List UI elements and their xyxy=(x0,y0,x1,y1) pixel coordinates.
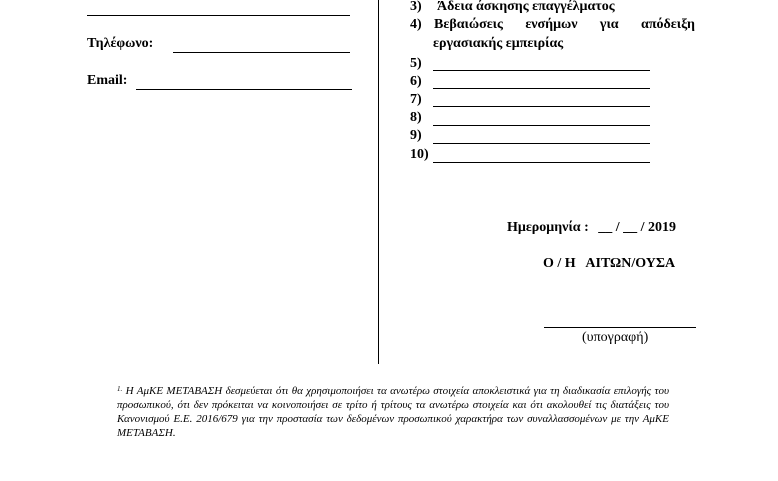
blank-item-9-line[interactable] xyxy=(433,143,650,144)
date-label: Ημερομηνία : xyxy=(507,220,589,235)
date-row xyxy=(507,220,676,236)
blank-item-6-line[interactable] xyxy=(433,88,650,89)
signature-line[interactable] xyxy=(544,327,696,328)
blank-item-5-number: 5) xyxy=(410,56,422,71)
phone-field-line[interactable] xyxy=(173,52,350,53)
doc-item-3-number: 3) xyxy=(410,0,422,14)
signature-label: (υπογραφή) xyxy=(582,330,649,345)
doc-item-4-number: 4) xyxy=(410,17,422,32)
blank-item-5-line[interactable] xyxy=(433,70,650,71)
date-value[interactable]: __ / __ / 2019 xyxy=(598,220,677,235)
doc-item-4-line1 xyxy=(411,17,695,33)
doc-item-4-line2: εργασιακής εμπειρίας xyxy=(433,36,564,51)
blank-item-7-line[interactable] xyxy=(433,106,650,107)
email-label: Email: xyxy=(87,73,128,88)
email-field-line[interactable] xyxy=(136,89,352,90)
applicant-label: Ο / Η ΑΙΤΩΝ/ΟΥΣΑ xyxy=(543,256,676,271)
footnote xyxy=(117,384,669,440)
blank-item-8-line[interactable] xyxy=(433,125,650,126)
doc-item-3-text: Άδεια άσκησης επαγγέλματος xyxy=(437,0,615,14)
footnote-text: Η ΑμΚΕ ΜΕΤΑΒΑΣΗ δεσμεύεται ότι θα χρησιμοποιήσει τα ανωτέρω στοιχεία αποκλειστικά για τη διαδικασία επιλογής του προσωπικού, ότι δεν πρόκειται να κοινοποιήσει σε τρίτο ή τρίτους τα ανωτέρω στοιχεία και ότι ακολουθεί τις διατάξεις του Κανονισμού Ε.Ε. 2016/679 για την προστασία των δεδομένων προσωπικού χαρακτήρα των συναλλασσομένων με την ΑμΚΕ ΜΕΤΑΒΑΣΗ. xyxy=(117,385,669,439)
blank-item-10-number: 10) xyxy=(410,147,429,162)
doc-item-4-word-3: για xyxy=(599,17,619,32)
column-divider xyxy=(378,0,379,364)
blank-item-9-number: 9) xyxy=(410,128,422,143)
blank-item-7-number: 7) xyxy=(410,92,422,107)
doc-item-4-word-2: ενσήμων xyxy=(525,17,578,32)
blank-item-8-number: 8) xyxy=(410,110,422,125)
blank-item-10-line[interactable] xyxy=(433,162,650,163)
footnote-marker: 1. xyxy=(117,385,123,393)
phone-label: Τηλέφωνο: xyxy=(87,36,154,51)
doc-item-4-word-1: Βεβαιώσεις xyxy=(434,17,503,32)
blank-item-6-number: 6) xyxy=(410,74,422,89)
top-blank-line[interactable] xyxy=(87,15,350,16)
doc-item-4-word-4: απόδειξη xyxy=(641,17,695,32)
